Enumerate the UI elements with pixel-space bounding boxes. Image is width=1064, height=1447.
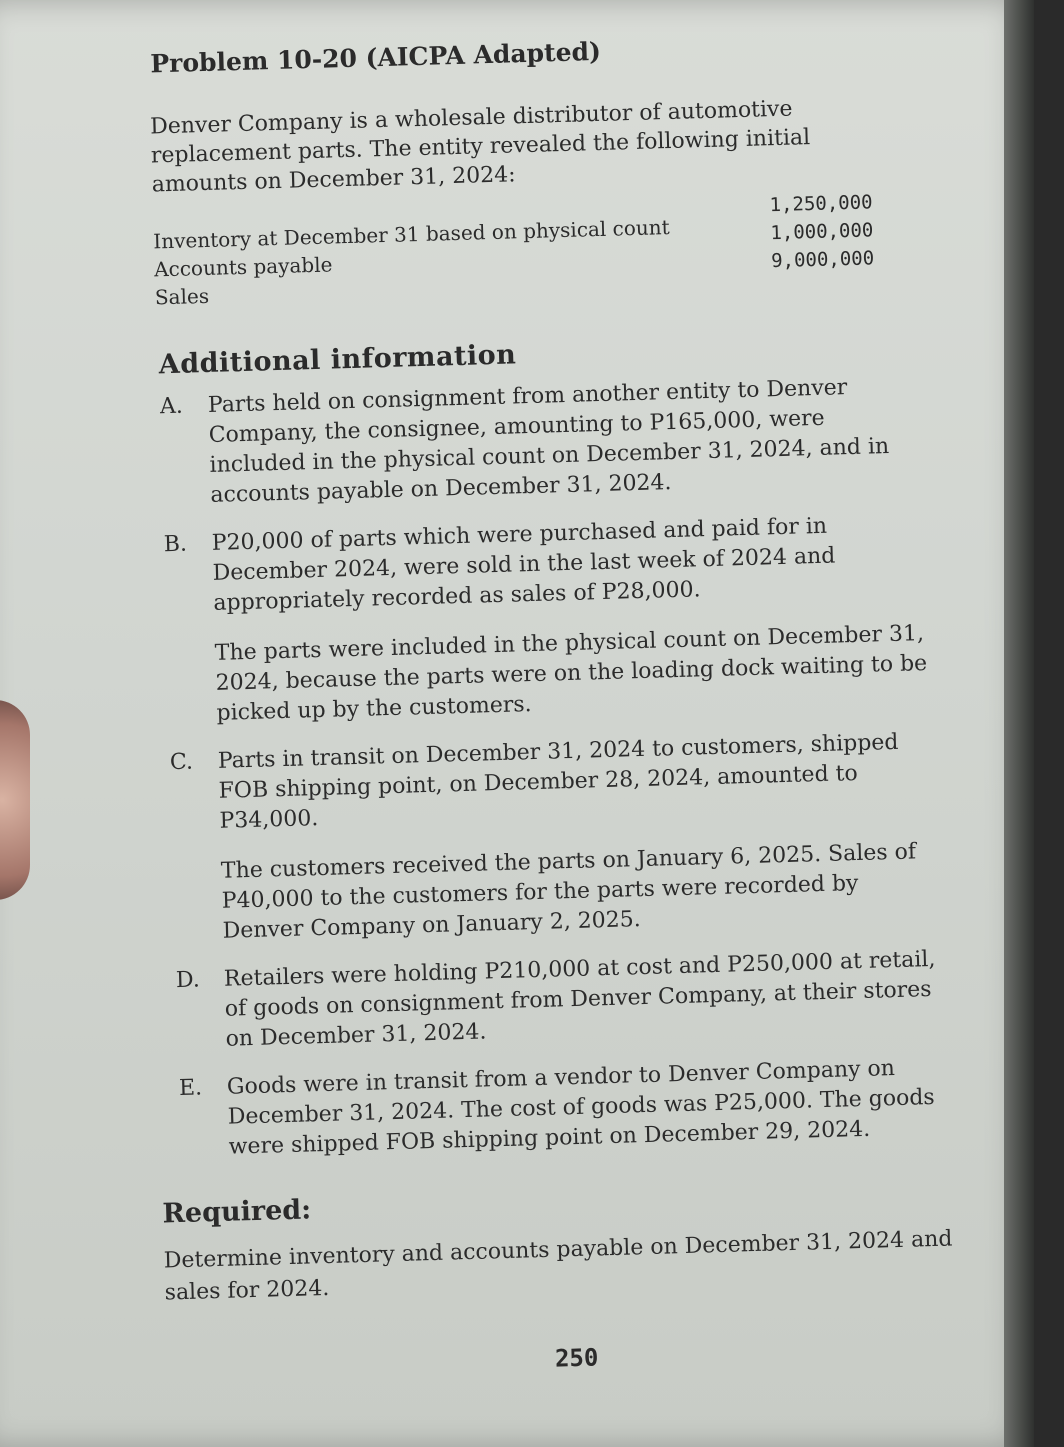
info-item-d xyxy=(176,945,938,1056)
item-text: Goods were in transit from a vendor to Denver Company on December 31, 2024. The cost of goods was P25,000. The goods were shipped FOB shipping point on December 29, 2024. xyxy=(226,1056,936,1160)
info-item-a xyxy=(160,371,923,512)
amount-label: Inventory at December 31 based on physical count xyxy=(153,215,670,254)
amount-value: 1,250,000 xyxy=(769,191,873,217)
amount-label: Accounts payable xyxy=(153,252,333,282)
page-number: 250 xyxy=(554,1343,599,1373)
item-letter: E. xyxy=(178,1075,203,1102)
amount-value: 9,000,000 xyxy=(770,247,875,273)
item-text: Parts held on consignment from another entity to Denver Company, the consignee, amounting to P165,000, were included in the physical count on December 31, 2024, and in accounts payable on December 31, 2024. xyxy=(207,375,890,508)
info-item-c xyxy=(170,727,935,948)
problem-title: Problem 10-20 (AICPA Adapted) xyxy=(149,36,602,79)
item-letter: A. xyxy=(159,393,184,420)
additional-info-heading: Additional information xyxy=(158,339,517,381)
required-heading: Required: xyxy=(162,1194,312,1230)
item-text-continued: The parts were included in the physical count on December 31, 2024, because the parts were on the loading dock waiting to be picked up by the customers. xyxy=(214,621,928,726)
item-text: Parts in transit on December 31, 2024 to customers, shipped FOB shipping point, on December 28, 2024, amounted to P34,000. xyxy=(217,729,899,834)
page-content xyxy=(130,27,987,1383)
amount-label: Sales xyxy=(154,283,210,310)
initial-amounts-table xyxy=(153,191,875,319)
item-text-continued: The customers received the parts on January 6, 2025. Sales of P40,000 to the customers for the parts were recorded by Denver Company on January 2, 2025. xyxy=(220,839,917,944)
info-item-b xyxy=(163,509,928,730)
item-text: P20,000 of parts which were purchased and paid for in December 2024, were sold in the last week of 2024 and appropriately recorded as sales of P28,000. xyxy=(211,513,836,616)
item-letter: D. xyxy=(175,967,201,994)
item-letter: C. xyxy=(169,749,194,776)
info-item-e xyxy=(179,1053,941,1164)
intro-paragraph: Denver Company is a wholesale distributor of automotive replacement parts. The entity revealed the following initial amounts on December 31, 2024: xyxy=(149,96,811,198)
page-edge-shadow xyxy=(1004,0,1034,1447)
item-text: Retailers were holding P210,000 at cost and P250,000 at retail, of goods on consignment from Denver Company, at their stores on December 31, 2024. xyxy=(223,946,936,1052)
thumb xyxy=(0,700,30,900)
required-text: Determine inventory and accounts payable on December 31, 2024 and sales for 2024. xyxy=(163,1226,953,1306)
item-letter: B. xyxy=(163,531,188,558)
amount-value: 1,000,000 xyxy=(770,219,874,245)
